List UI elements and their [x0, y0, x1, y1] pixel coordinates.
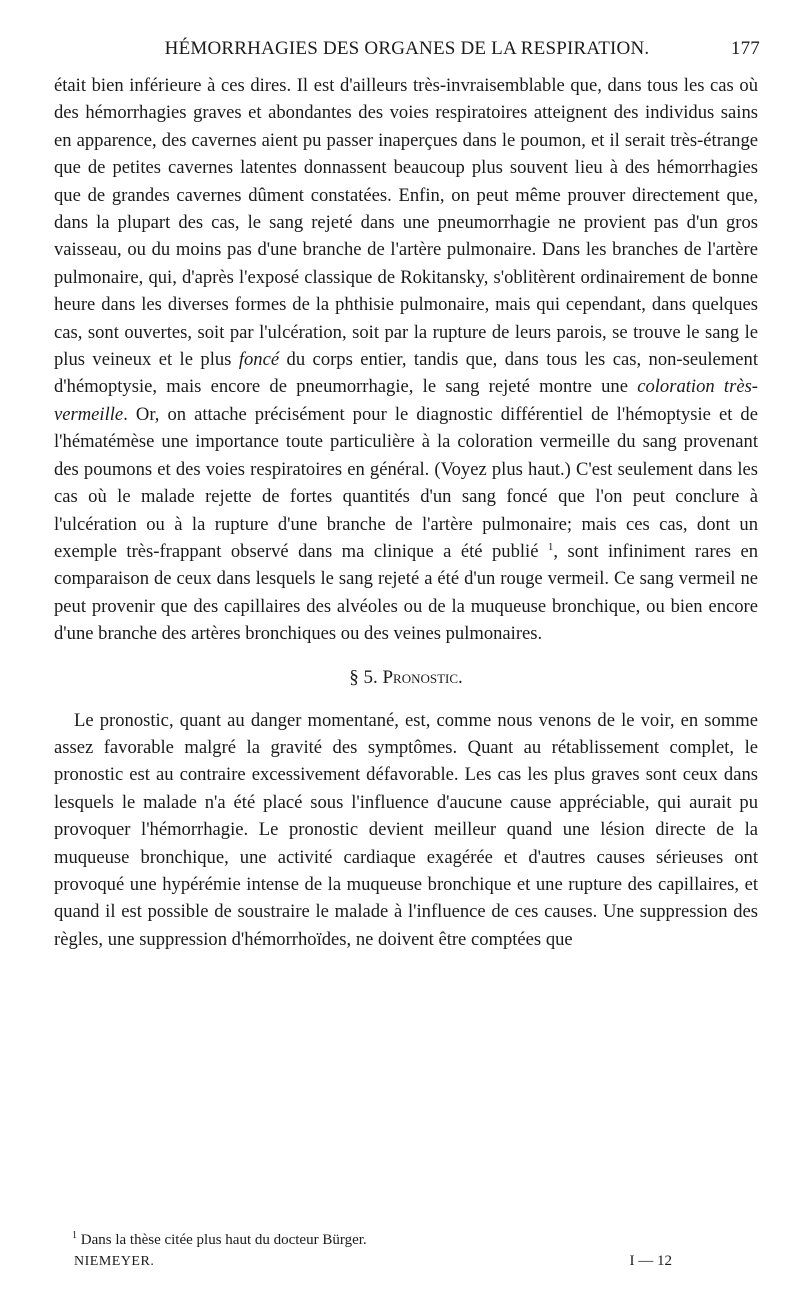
page-footer — [54, 1251, 758, 1273]
text-run: du corps entier, tandis que, dans tous les cas, non-seulement d'hémoptysie, mais encore de pneumorrhagie, le sang rejeté montre une — [54, 349, 758, 398]
footnote-marker: 1 — [72, 1230, 77, 1241]
footnote — [54, 1230, 758, 1251]
text-run: . Or, on attache précisément pour le diagnostic différentiel de l'hémoptysie et de l'hématémèse une importance toute particulière à la coloration vermeille du sang provenant des poumons et des voies respiratoires en général. (Voyez plus haut.) C'est seulement dans les cas où le malade rejette de fortes quantités d'un sang foncé que l'on peut conclure à l'ulcération ou à la rupture d'une branche de l'artère pulmonaire; mais ces cas, dont un exemple très-frappant observé dans ma clinique a été publié — [54, 403, 758, 562]
footnotes — [54, 1230, 758, 1273]
text-run: était bien inférieure à ces dires. Il est d'ailleurs très-invraisemblable que, dans tous les cas où des hémorrhagies graves et abondantes des voies respiratoires atteignent des individus sains en apparence, des cavernes aient pu passer inaperçues dans le poumon, et il serait très-étrange que de petites cavernes latentes donnassent beaucoup plus souvent lieu à des hémorrhagies que de grandes cavernes dûment constatées. Enfin, on peut même prouver directement que, dans la plupart des cas, le sang rejeté dans une pneumorrhagie ne provient pas d'un gros vaisseau, ou du moins pas d'une branche de l'artère pulmonaire. Dans les branches de l'artère pulmonaire, qui, d'après l'exposé classique de Rokitansky, s'oblitèrent ordinairement de bonne heure dans les diverses formes de la phthisie pulmonaire, mais qui cependant, dans quelques cas, sont ouvertes, soit par l'ulcération, soit par la rupture de leurs parois, se trouve le sang le plus veineux et le plus — [54, 75, 758, 371]
text-run: , sont infiniment rares en comparaison de ceux dans lesquels le sang rejeté a été d'un rouge vermeil. Ce sang vermeil ne peut provenir que des capillaires des alvéoles ou de la muqueuse bronchique, ou bien encore d'une branche des artères bronchiques ou des veines pulmonaires. — [54, 540, 758, 645]
footer-author: NIEMEYER. — [74, 1254, 155, 1269]
footnote-ref: 1 — [547, 540, 554, 553]
page-number: 177 — [730, 38, 760, 59]
italic-text: foncé — [238, 349, 280, 371]
page-body — [54, 72, 758, 953]
italic-text: coloration très-vermeille — [54, 376, 759, 425]
running-header — [54, 38, 760, 66]
running-title: HÉMORRHAGIES DES ORGANES DE LA RESPIRATION. — [164, 38, 650, 59]
paragraph-prognosis: Le pronostic, quant au danger momentané, est, comme nous venons de le voir, en somme assez favorable malgré la gravité des symptômes. Quant au rétablissement complet, le pronostic est au contraire excessivement défavorable. Les cas les plus graves sont ceux dans lesquels le malade n'a été placé sous l'influence d'aucune cause appréciable, qui aurait pu provoquer l'hémorrhagie. Le pronostic devient meilleur quand une lésion directe de la muqueuse bronchique, une activité cardiaque exagérée et d'autres causes sérieuses ont provoqué une hypérémie intense de la muqueuse bronchique et une rupture des capillaires, et quand il est possible de soustraire le malade à l'influence de ces causes. Une suppression des règles, une suppression d'hémorrhoïdes, ne doivent être comptées que — [54, 709, 758, 950]
sheet-signature: I — 12 — [629, 1253, 672, 1269]
section-title: Pronostic. — [382, 666, 463, 688]
paragraph-continued — [54, 72, 758, 648]
footnote-text: Dans la thèse citée plus haut du docteur Bürger. — [77, 1232, 367, 1248]
section-heading — [54, 665, 758, 691]
section-number: § 5. — [349, 666, 378, 688]
